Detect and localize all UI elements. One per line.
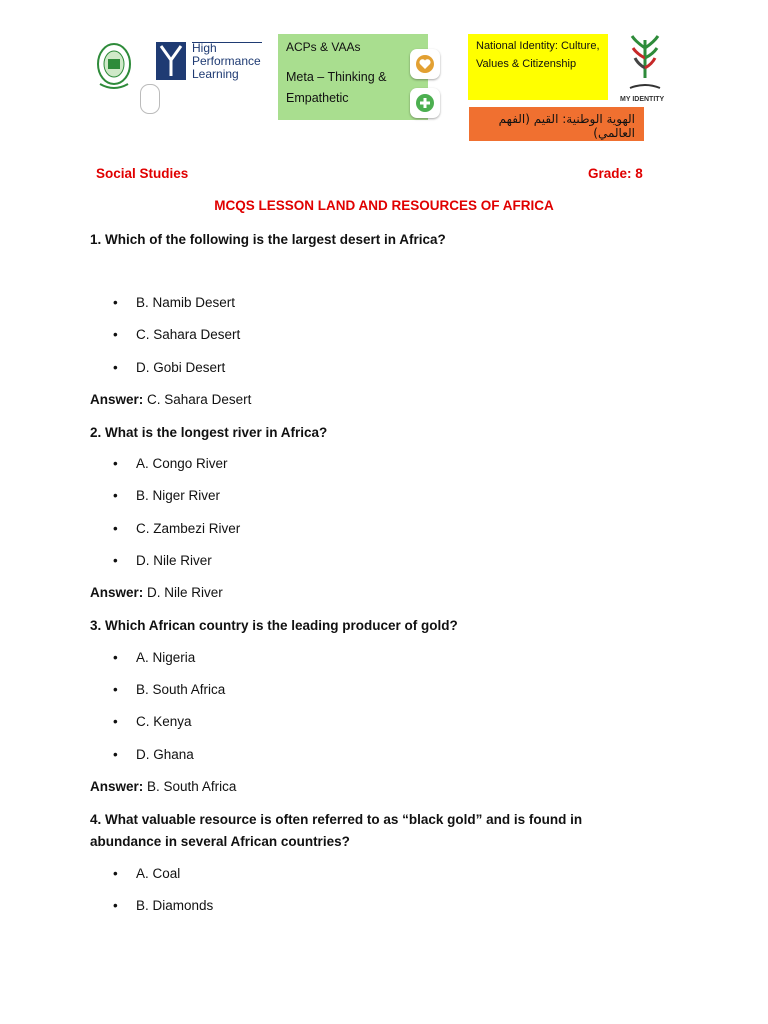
question-2-option: • A. Congo River: [113, 456, 228, 471]
subject-label: Social Studies: [96, 166, 189, 181]
bullet: •: [113, 456, 118, 471]
document-title: MCQS LESSON LAND AND RESOURCES OF AFRICA: [214, 198, 554, 213]
question-4-option: • B. Diamonds: [113, 898, 214, 913]
bullet: •: [113, 521, 118, 536]
acps-vaas-title: ACPs & VAAs: [286, 40, 361, 54]
question-3-option: • C. Kenya: [113, 714, 192, 729]
question-1-option: • D. Gobi Desert: [113, 360, 226, 375]
hpl-wordmark: High Performance Learning: [192, 41, 261, 81]
bullet: •: [113, 866, 118, 881]
question-2-option: • B. Niger River: [113, 488, 221, 503]
question-1-option: • C. Sahara Desert: [113, 327, 241, 342]
plus-badge-icon: [410, 88, 440, 118]
bullet: •: [113, 747, 118, 762]
question-3-answer: Answer: B. South Africa: [90, 779, 237, 794]
bullet: •: [113, 295, 118, 310]
hpl-mark-icon: [156, 42, 186, 80]
question-3-option: • B. South Africa: [113, 682, 226, 697]
question-2-option: • D. Nile River: [113, 553, 212, 568]
bullet: •: [113, 327, 118, 342]
grade-label: Grade: 8: [588, 166, 643, 181]
bullet: •: [113, 682, 118, 697]
question-2-answer: Answer: D. Nile River: [90, 585, 223, 600]
bullet: •: [113, 650, 118, 665]
question-4-option: • A. Coal: [113, 866, 181, 881]
question-3-option: • A. Nigeria: [113, 650, 196, 665]
bullet: •: [113, 714, 118, 729]
bullet: •: [113, 553, 118, 568]
question-1: 1. Which of the following is the largest desert in Africa?: [90, 232, 446, 247]
bullet: •: [113, 898, 118, 913]
question-3: 3. Which African country is the leading producer of gold?: [90, 618, 458, 633]
my-identity-caption: MY IDENTITY: [620, 96, 665, 103]
bullet: •: [113, 488, 118, 503]
question-2: 2. What is the longest river in Africa?: [90, 425, 328, 440]
question-3-option: • D. Ghana: [113, 747, 194, 762]
question-4: 4. What valuable resource is often referred to as “black gold” and is found in abundance in several African countries?: [90, 812, 583, 849]
question-1-option: • B. Namib Desert: [113, 295, 236, 310]
school-crest-logo: [94, 40, 134, 92]
arabic-banner-text: الهوية الوطنية: القيم (الفهم العالمي): [498, 112, 635, 140]
meta-thinking-label: Meta – Thinking & Empathetic: [286, 70, 387, 105]
question-1-answer: Answer: C. Sahara Desert: [90, 392, 252, 407]
national-identity-label: National Identity: Culture, Values & Citizenship: [476, 40, 600, 70]
bullet: •: [113, 360, 118, 375]
mouse-outline-shape: [140, 84, 160, 114]
heart-badge-icon: [410, 49, 440, 79]
high-performance-learning-logo: [156, 42, 266, 82]
question-2-option: • C. Zambezi River: [113, 521, 241, 536]
